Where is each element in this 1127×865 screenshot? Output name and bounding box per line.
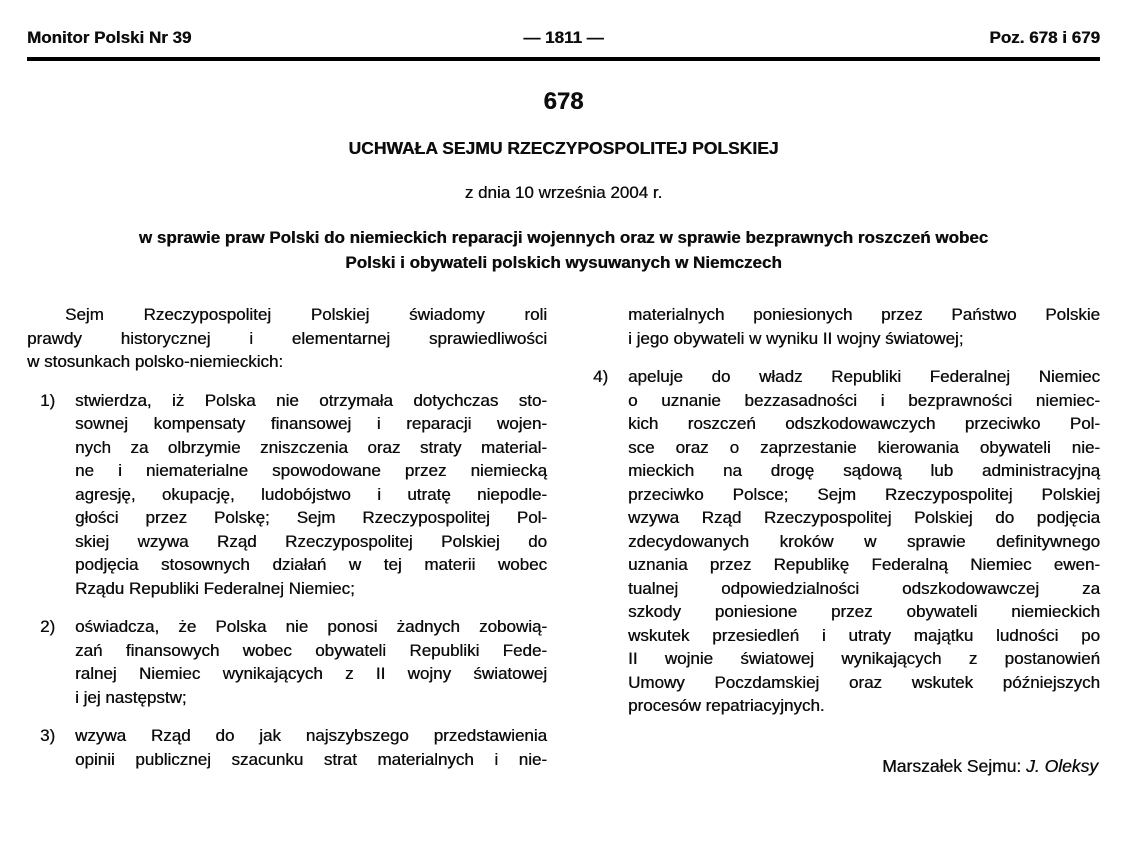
position-number: Poz. 678 i 679: [989, 28, 1100, 47]
text-line: mieckich na drogę sądową lub administracyjną: [628, 461, 1100, 480]
journal-title: Monitor Polski Nr 39: [27, 28, 192, 47]
body-columns: [27, 303, 1100, 786]
text-line: podjęcia stosownych działań w tej materii wobec: [75, 555, 547, 574]
page-number: — 1811 —: [523, 28, 604, 47]
text-line: Umowy Poczdamskiej oraz wskutek późniejszych: [628, 672, 1100, 692]
text-line: ralnej Niemiec wynikających z II wojny światowej: [75, 664, 547, 683]
list-item-3: [40, 724, 547, 771]
text-line: w stosunkach polsko-niemieckich:: [27, 352, 284, 371]
text-line: Sejm Rzeczypospolitej Polskiej świadomy roli: [65, 305, 547, 324]
continuation-spacer: [593, 303, 628, 350]
text-line: zań finansowych wobec obywateli Republiki Fede-: [75, 640, 547, 660]
text-line: oświadcza, że Polska nie ponosi żadnych zobowią-: [75, 617, 547, 636]
item-4-text: [628, 365, 1100, 718]
text-line: przeciwko Polsce; Sejm Rzeczypospolitej Polskiej: [628, 484, 1100, 504]
text-line: agresję, okupację, ludobójstwo i utratę niepodle-: [75, 484, 547, 504]
signature-name: J. Oleksy: [1026, 755, 1098, 776]
signature-role: Marszałek Sejmu:: [882, 755, 1027, 776]
text-line: materialnych poniesionych przez Państwo Polskie: [628, 305, 1100, 324]
act-date: z dnia 10 września 2004 r.: [464, 183, 663, 202]
text-line: ne i niematerialne spowodowane przez niemiecką: [75, 461, 547, 480]
list-item-1: [40, 389, 547, 601]
text-line: prawdy historycznej i elementarnej sprawiedliwości: [27, 328, 547, 348]
right-column: [580, 303, 1100, 786]
text-line: sce oraz o zaprzestanie kierowania obywateli nie-: [628, 437, 1100, 457]
act-title: UCHWAŁA SEJMU RZECZYPOSPOLITEJ POLSKIEJ: [348, 138, 779, 158]
text-line: opinii publicznej szacunku strat materialnych i nie-: [75, 749, 547, 769]
text-line: i jej następstw;: [75, 687, 187, 707]
text-line: wzywa Rząd do jak najszybszego przedstawienia: [75, 726, 547, 745]
text-line: głości przez Polskę; Sejm Rzeczypospolitej Pol-: [75, 508, 547, 527]
left-column: [27, 303, 547, 786]
item-3-number: 3): [40, 726, 56, 745]
item-3-continuation-text: [628, 303, 1100, 350]
text-line: tualnej odpowiedzialności odszkodowawczej za: [628, 578, 1100, 598]
text-line: stwierdza, iż Polska nie otrzymała dotychczas sto-: [75, 390, 547, 410]
item-2-number: 2): [40, 617, 56, 636]
list-item-3-continuation: [593, 303, 1100, 350]
running-header: [27, 28, 1100, 48]
text-line: wzywa Rząd Rzeczypospolitej Polskiej do podjęcia: [628, 508, 1100, 527]
item-1-text: [75, 389, 547, 601]
act-subject-line-1: w sprawie praw Polski do niemieckich reparacji wojennych oraz w sprawie bezprawnych roszczeń wobec: [138, 228, 989, 247]
act-subject-line-2: Polski i obywateli polskich wysuwanych w Niemczech: [345, 253, 782, 272]
text-line: uznania przez Republikę Federalną Niemiec ewen-: [628, 555, 1100, 574]
text-line: wskutek przesiedleń i utraty majątku ludności po: [628, 625, 1100, 645]
text-line: szkody poniesione przez obywateli niemieckich: [628, 602, 1100, 621]
text-line: sownej kompensaty finansowej i reparacji wojen-: [75, 414, 547, 433]
text-line: i jego obywateli w wyniku II wojny światowej;: [628, 328, 964, 348]
text-line: apeluje do władz Republiki Federalnej Niemiec: [628, 367, 1100, 386]
text-line: II wojnie światowej wynikających z postanowień: [628, 649, 1100, 668]
text-line: o uznanie bezzasadności i bezprawności niemiec-: [628, 390, 1100, 410]
list-item-2: [40, 615, 547, 709]
text-line: zdecydowanych kroków w sprawie definitywnego: [628, 531, 1100, 551]
signature-line: [580, 756, 1100, 777]
act-number: 678: [543, 88, 584, 115]
item-3-text: [75, 724, 547, 771]
item-2-text: [75, 615, 547, 709]
item-4-number: 4): [593, 367, 609, 386]
text-line: kich roszczeń odszkodowawczych przeciwko Pol-: [628, 414, 1100, 433]
list-item-4: [593, 365, 1100, 718]
text-line: skiej wzywa Rząd Rzeczypospolitej Polskiej do: [75, 531, 547, 551]
text-line: nych za olbrzymie zniszczenia oraz straty material-: [75, 437, 547, 457]
intro-paragraph: [27, 303, 547, 374]
text-line: Rządu Republiki Federalnej Niemiec;: [75, 578, 355, 598]
text-line: procesów repatriacyjnych.: [628, 696, 825, 715]
item-1-number: 1): [40, 390, 56, 410]
act-subject: [27, 225, 1100, 275]
header-rule: [27, 57, 1100, 61]
